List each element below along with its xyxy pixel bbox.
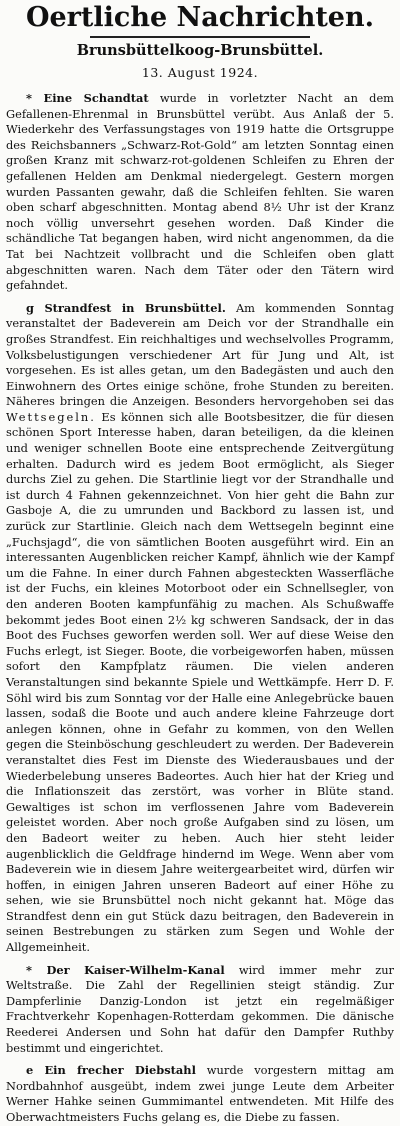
- article-body-continued: Es können sich alle Bootsbesitzer, die für diesen schönen Sport Interesse haben, daran beteiligen, da die kleinen und weniger schnellen Boote eine entsprechende Zeitvergütung erhalten. Dadurch wird es jedem Boot ermöglicht, als Sieger durchs Ziel zu gehen. Die Startlinie liegt vor der Strandhalle und ist durch 4 Fahnen gekennzeichnet. Von hier geht die Bahn zur Gasboje A, die zu umrunden und Backbord zu lassen ist, und zurück zur Startlinie. Gleich nach dem Wettsegeln beginnt eine „Fuchsjagd“, die von sämtlichen Booten ausgeführt wird. Ein an interessanten Augenblicken reicher Kampf, ähnlich wie der Kampf um die Fahne. In einer durch Fahnen abgesteckten Wasserfläche ist der Fuchs, ein kleines Motorboot oder ein Schnellsegler, von den anderen Booten kampfunfähig zu machen. Als Schußwaffe bekommt jedes Boot einen 2½ kg schweren Sandsack, der in das Boot des Fuchses geworfen werden soll. Wer auf diese Weise den Fuchs erlegt, ist Sieger. Boote, die vorbeigeworfen haben, müssen sofort den Kampfplatz räumen. Die vielen anderen Veranstaltungen sind bekannte Spiele und Wettkämpfe. Herr D. F. Söhl wird bis zum Sonntag vor der Halle eine Anlegebrücke bauen lassen, sodaß die Boote und auch andere kleine Fahrzeuge dort anlegen können, ohne in Gefahr zu kommen, von den Wellen gegen die Steinböschung geschleudert zu werden. Der Badeverein veranstaltet dies Fest im Dienste des Wiederausbaues und der Wiederbelebung unseres Badeortes. Auch hier hat der Krieg und die Inflationszeit das zerstört, was vorher in Blüte stand. Gewaltiges ist schon im verflossenen Jahre vom Badeverein geleistet worden. Aber noch große Aufgaben sind zu lösen, um den Badeort weiter zu heben. Auch hier steht leider augenblicklich die Geldfrage hindernd im Wege. Wenn aber vom Badeverein wie in diesem Jahre weitergearbeitet wird, dürfen wir hoffen, in einigen Jahren unseren Badeort auf einer Höhe zu sehen, wie sie Brunsbüttel noch nicht gekannt hat. Möge das Strandfest denn ein gut Stück dazu beitragen, den Badeverein in seinen Bestrebungen zu stärken zum Segen und Wohle der Allgemeinheit.: [6, 409, 394, 955]
- title-rule: [90, 36, 310, 38]
- article-body: wird immer mehr zur Weltstraße. Die Zahl der Regellinien steigt ständig. Zur Dampferlinie Danzig-London ist jetzt ein regelmäßiger Frachtverkehr Kopenhagen-Rotterdam gekommen. Die dänische Reederei Andersen und Sohn hat dafür den Dampfer Ruthby bestimmt und eingerichtet.: [6, 962, 394, 1055]
- section-title: Oertliche Nachrichten.: [25, 2, 375, 33]
- article-marker: *: [26, 962, 47, 977]
- article-strandfest: [6, 301, 394, 956]
- article-headline: Strandfest in Brunsbüttel.: [44, 300, 226, 315]
- article-diebstahl: [6, 1063, 394, 1125]
- article-body: Am kommenden Sonntag veranstaltet der Badeverein am Deich vor der Strandhalle ein großes Strandfest. Ein reichhaltiges und wechselvolles Programm, Volksbelustigungen verschiedener Art für Jung und Alt, ist vorgesehen. Es ist alles getan, um den Badegästen und auch den Einwohnern des Ortes einige schöne, frohe Stunden zu bereiten. Näheres bringen die Anzeigen. Besonders hervorgehoben sei das: [6, 300, 395, 409]
- article-marker: e: [26, 1063, 45, 1078]
- article-body: wurde in vorletzter Nacht an dem Gefallenen-Ehrenmal in Brunsbüttel verübt. Aus Anlaß der 5. Wiederkehr des Verfassungstages von 1919 hatte die Ortsgruppe des Reichsbanners „Schwarz-Rot-Gold“ am letzten Sonntag einen großen Kranz mit schwarz-rot-goldenen Schleifen zu Ehren der gefallenen Helden am Denkmal niedergelegt. Gestern morgen wurden Passanten gewahr, daß die Schleifen fehlten. Sie waren oben scharf abgeschnitten. Montag abend 8½ Uhr ist der Kranz noch völlig unversehrt gesehen worden. Daß Kinder die schändliche Tat begangen haben, wird nicht angenommen, da die Tat bei Nachtzeit vollbracht und die Schleifen oben glatt abgeschnitten waren. Nach dem Täter oder den Tätern wird gefahndet.: [6, 91, 394, 293]
- article-schandtat: [6, 91, 394, 294]
- article-headline: Der Kaiser-Wilhelm-Kanal: [46, 962, 225, 977]
- article-marker: *: [26, 91, 44, 105]
- article-kanal: [6, 963, 394, 1057]
- article-emphasis: Wettsegeln.: [6, 409, 96, 424]
- location-heading: Brunsbüttelkoog-Brunsbüttel.: [76, 42, 324, 59]
- article-marker: g: [26, 300, 45, 315]
- article-body: wurde vorgestern mittag am Nordbahnhof ausgeübt, indem zwei junge Leute dem Arbeiter Werner Hahke seinen Gummimantel entwendeten. Mit Hilfe des Oberwachtmeisters Fuchs gelang es, die Diebe zu fassen.: [6, 1063, 394, 1124]
- article-headline: Ein frecher Diebstahl: [44, 1063, 196, 1078]
- article-headline: Eine Schandtat: [43, 91, 149, 105]
- dateline: 13. August 1924.: [141, 65, 259, 80]
